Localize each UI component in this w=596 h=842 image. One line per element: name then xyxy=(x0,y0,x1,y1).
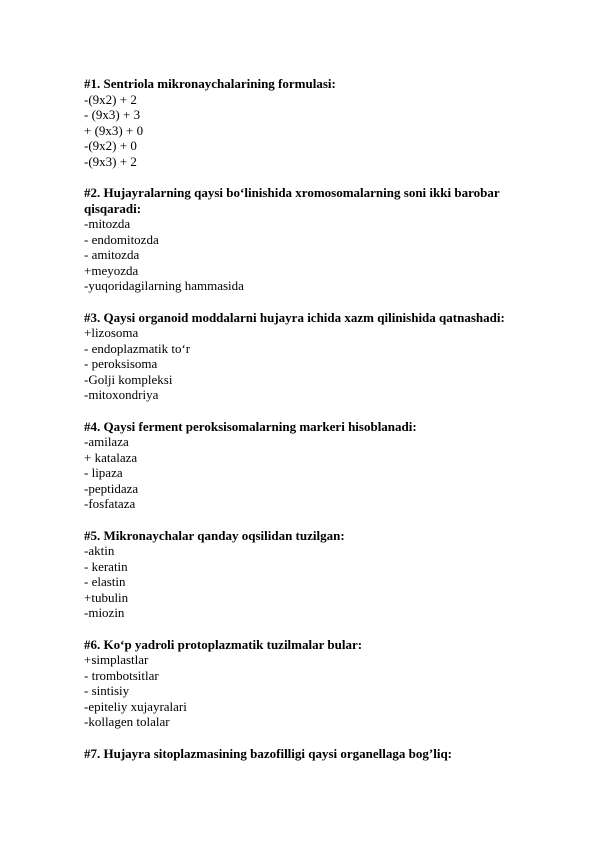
answer-option: -peptidaza xyxy=(84,480,139,496)
answer-option: + (9x3) + 0 xyxy=(84,122,144,138)
answer-option: +simplastlar xyxy=(84,652,149,667)
answer-option: -aktin xyxy=(84,543,115,558)
answer-option: - elastin xyxy=(84,574,126,589)
question-1 xyxy=(84,76,554,169)
answer-option: -yuqoridagilarning hammasida xyxy=(84,278,244,293)
answer-option: -(9x3) + 2 xyxy=(84,153,137,169)
answer-option: - amitozda xyxy=(84,247,140,262)
answer-option: -miozin xyxy=(84,605,125,620)
question-title: #3. Qaysi organoid moddalarni hujayra ichida xazm qilinishida qatnashadi: xyxy=(84,309,505,325)
question-6 xyxy=(84,637,554,730)
question-title: #5. Mikronaychalar qanday oqsilidan tuzilgan: xyxy=(84,527,345,543)
question-title: #7. Hujayra sitoplazmasining bazofilligi qaysi organellaga bog’liq: xyxy=(84,745,452,761)
answer-option: -(9x2) + 2 xyxy=(84,91,137,107)
answer-option: +meyozda xyxy=(84,262,139,278)
question-title: #4. Qaysi ferment peroksisomalarning markeri hisoblanadi: xyxy=(84,418,417,434)
answer-option: -(9x2) + 0 xyxy=(84,138,137,153)
answer-option: - keratin xyxy=(84,558,128,574)
question-3 xyxy=(84,310,554,403)
question-title: #6. Ko‘p yadroli protoplazmatik tuzilmalar bular: xyxy=(84,636,363,652)
answer-option: -mitoxondriya xyxy=(84,387,159,402)
answer-option: - endoplazmatik to‘r xyxy=(84,340,191,356)
question-title: #1. Sentriola mikronaychalarining formulasi: xyxy=(84,76,336,91)
document-page xyxy=(84,76,554,777)
question-2 xyxy=(84,185,554,294)
question-4 xyxy=(84,419,554,512)
answer-option: - trombotsitlar xyxy=(84,667,159,683)
answer-option: +tubulin xyxy=(84,589,129,605)
answer-option: - sintisiy xyxy=(84,683,130,698)
answer-option: -mitozda xyxy=(84,216,131,231)
question-5 xyxy=(84,528,554,621)
answer-option: - endomitozda xyxy=(84,231,159,247)
answer-option: -amilaza xyxy=(84,434,129,449)
answer-option: +lizosoma xyxy=(84,325,139,340)
answer-option: + katalaza xyxy=(84,449,138,465)
answer-option: -fosfataza xyxy=(84,496,136,511)
answer-option: -epiteliy xujayralari xyxy=(84,698,187,714)
question-title: #2. Hujayralarning qaysi bo‘linishida xromosomalarning soni ikki barobar qisqaradi: xyxy=(84,185,500,216)
answer-option: - (9x3) + 3 xyxy=(84,107,141,122)
answer-option: - peroksisoma xyxy=(84,356,158,371)
answer-option: -kollagen tolalar xyxy=(84,714,170,729)
answer-option: -Golji kompleksi xyxy=(84,371,173,387)
question-7 xyxy=(84,746,554,762)
answer-option: - lipaza xyxy=(84,465,123,480)
